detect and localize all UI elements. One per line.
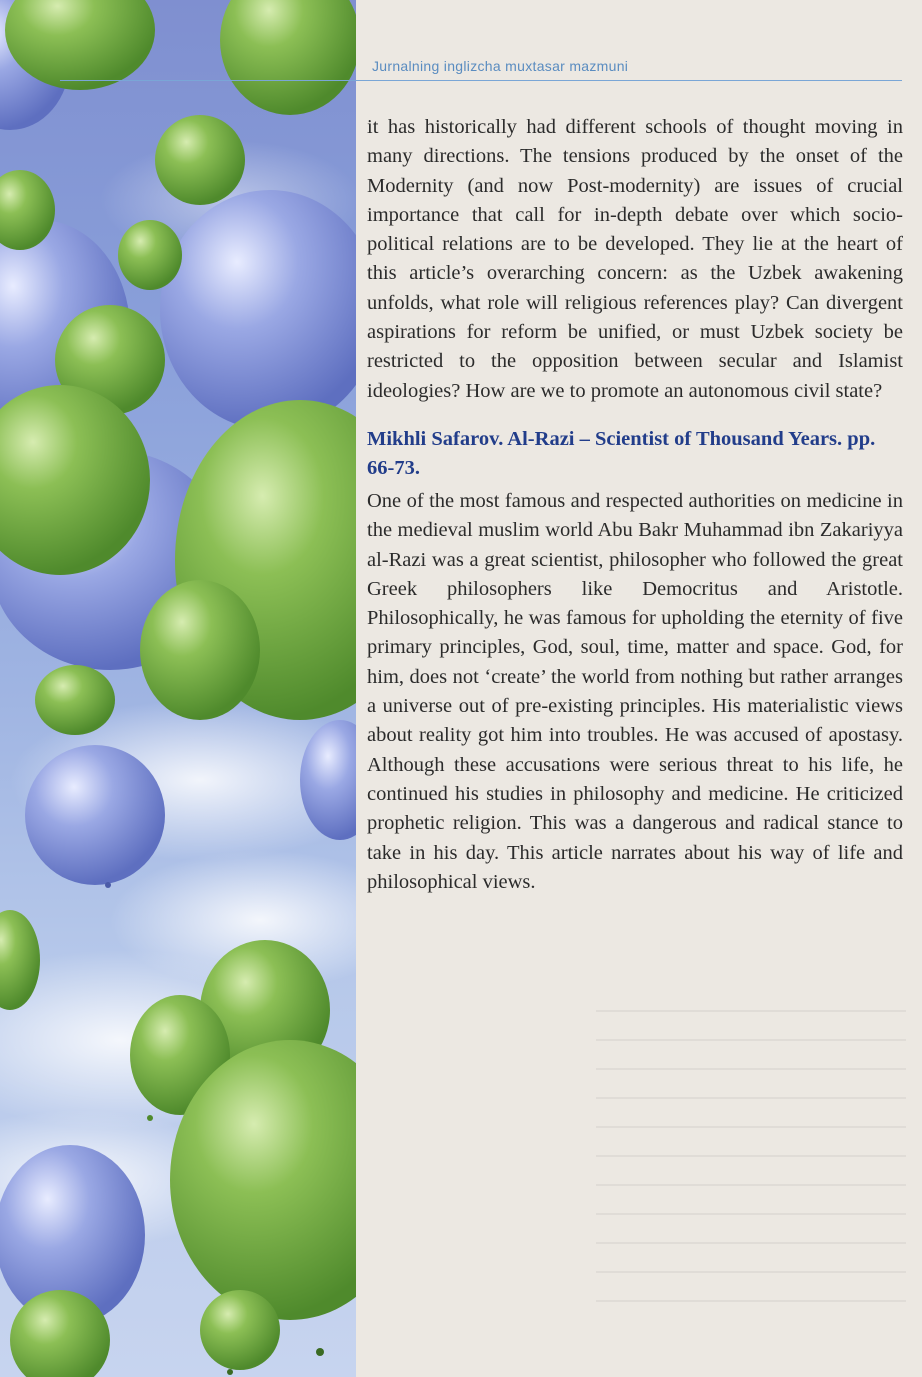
article-heading: Mikhli Safarov. Al-Razi – Scientist of Thousand Years. pp. 66-73. — [367, 427, 876, 479]
text-column — [367, 113, 903, 897]
header-rule — [60, 80, 902, 81]
running-header: Jurnalning inglizcha muxtasar mazmuni — [372, 58, 629, 74]
article-summary: One of the most famous and respected authorities on medicine in the medieval muslim world Abu Bakr Muhammad ibn Zakariyya al-Razi was a great scientist, philosopher who followed the great Greek philosophers like Democritus and Aristotle. Philosophically, he was famous for upholding the eternity of five primary principles, God, soul, time, matter and space. God, for him, does not ‘create’ the world from nothing but rather arranges a universe out of pre-existing principles. His materialistic views about reality got him into troubles. He was accused of apostasy. Although these accusations were serious threat to his life, he continued his studies in philosophy and medicine. He criticized prophetic religion. This was a dangerous and radical stance to take in his day. This article narrates about his way of life and philosophical views. — [367, 489, 903, 893]
balloons-sky-image — [0, 0, 356, 1377]
intro-paragraph: it has historically had different schools of thought moving in many directions. The tensions produced by the onset of the Modernity (and now Post-modernity) are issues of crucial importance that call for in-depth debate over which socio-political relations are to be developed. They lie at the heart of this article’s overarching concern: as the Uzbek awakening unfolds, what role will religious references play? Can divergent aspirations for reform be unified, or must Uzbek society be restricted to the opposition between secular and Islamist ideologies? How are we to promote an autonomous civil state? — [367, 116, 903, 402]
bleed-through-texture — [596, 990, 906, 1310]
balloons-illustration — [0, 0, 356, 1377]
